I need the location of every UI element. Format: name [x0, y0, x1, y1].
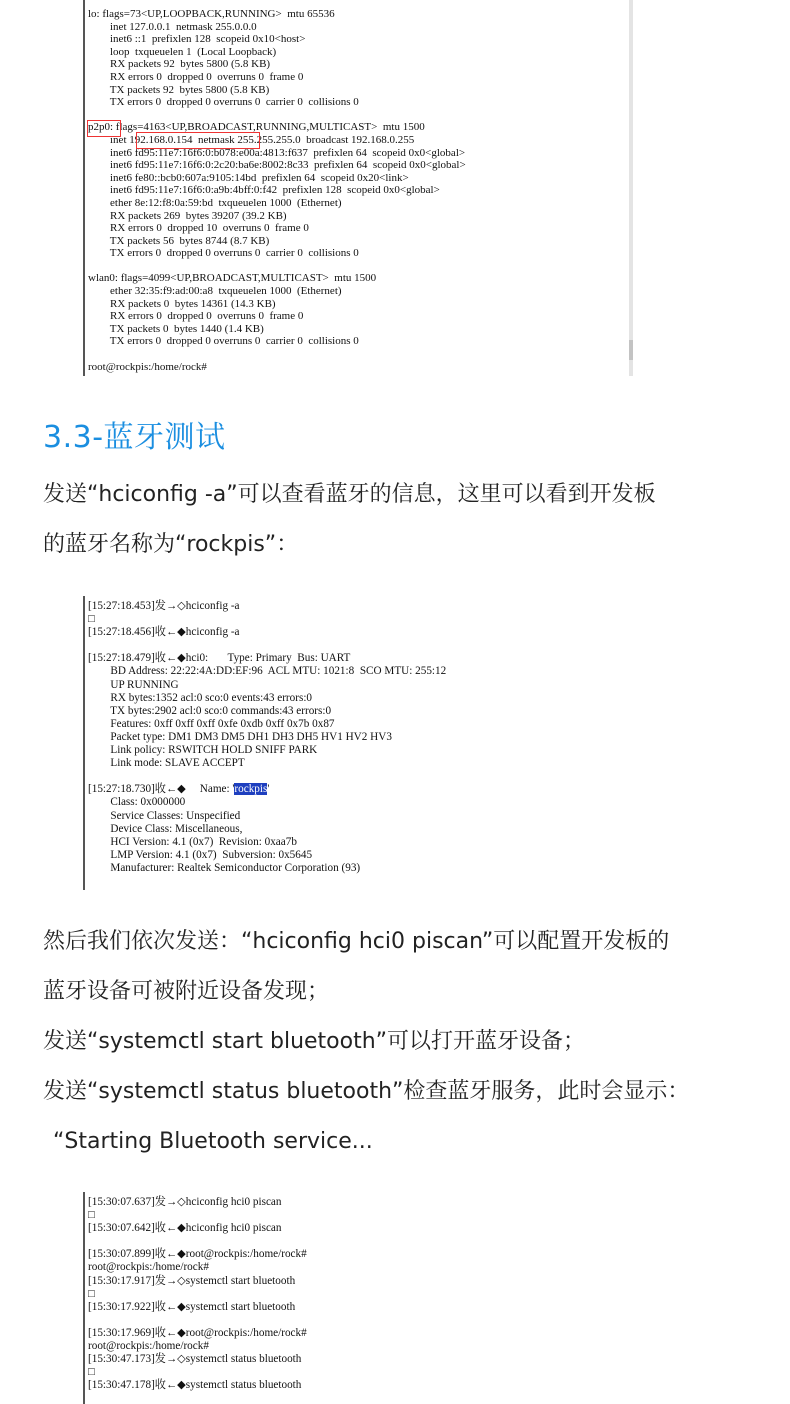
terminal-line: Link mode: SLAVE ACCEPT	[88, 757, 245, 770]
terminal-line: p2p0: flags=4163<UP,BROADCAST,RUNNING,MULTICAST> mtu 1500	[88, 121, 425, 134]
terminal-line: [15:27:18.479]收←◆hci0: Type: Primary Bus: UART	[88, 652, 351, 665]
terminal-line	[88, 348, 633, 361]
name-suffix: '	[267, 783, 270, 796]
terminal-line: UP RUNNING	[88, 678, 179, 691]
terminal-line: inet6 fd95:11e7:16f6:0:a9b:4bff:0:f42 prefixlen 128 scopeid 0x0<global>	[88, 184, 440, 197]
terminal-line: [15:30:17.969]收←◆root@rockpis:/home/rock#	[88, 1326, 307, 1339]
intro-paragraph	[43, 470, 763, 570]
terminal-line: BD Address: 22:22:4A:DD:EF:96 ACL MTU: 1021:8 SCO MTU: 255:12	[88, 665, 447, 678]
terminal-line	[88, 770, 645, 783]
systemctl-terminal-screenshot	[83, 1192, 505, 1404]
terminal-line: TX packets 0 bytes 1440 (1.4 KB)	[88, 322, 264, 335]
terminal-line	[88, 260, 633, 273]
terminal-line: [15:30:07.637]发→◇hciconfig hci0 piscan	[88, 1196, 282, 1208]
terminal-line	[88, 1314, 505, 1327]
terminal-line: RX bytes:1352 acl:0 sco:0 events:43 errors:0	[88, 691, 313, 704]
terminal-line: inet 192.168.0.154 netmask 255.255.255.0 broadcast 192.168.0.255	[88, 133, 415, 146]
paragraph-1-line-1: 然后我们依次发送：“hciconfig hci0 piscan”可以配置开发板的	[43, 929, 670, 954]
terminal-line: HCI Version: 4.1 (0x7) Revision: 0xaa7b	[88, 835, 297, 848]
terminal-line: □	[88, 1209, 95, 1222]
terminal-scrollbar[interactable]	[629, 0, 633, 376]
terminal-output	[85, 1192, 505, 1392]
device-name-line	[88, 783, 645, 796]
terminal-line: ether 32:35:f9:ad:00:a8 txqueuelen 1000 (Ethernet)	[88, 285, 342, 298]
terminal-line: TX errors 0 dropped 0 overruns 0 carrier 0 collisions 0	[88, 335, 359, 348]
terminal-line	[88, 639, 645, 652]
name-prefix: [15:27:18.730]收←◆ Name: '	[88, 783, 235, 796]
terminal-line: Link policy: RSWITCH HOLD SNIFF PARK	[88, 744, 318, 757]
terminal-line: root@rockpis:/home/rock#	[88, 360, 207, 373]
terminal-line: [15:27:18.453]发→◇hciconfig -a	[88, 600, 240, 612]
terminal-line: TX packets 92 bytes 5800 (5.8 KB)	[88, 83, 270, 96]
ifconfig-terminal-screenshot	[83, 0, 633, 376]
terminal-line: Packet type: DM1 DM3 DM5 DH1 DH3 DH5 HV1 HV2 HV3	[88, 730, 392, 743]
terminal-output	[85, 596, 645, 875]
section-heading: 3.3-蓝牙测试	[43, 420, 226, 455]
terminal-line: inet6 fd95:11e7:16f6:0:2c20:ba6e:8002:8c33 prefixlen 64 scopeid 0x0<global>	[88, 159, 466, 172]
terminal-line: lo: flags=73<UP,LOOPBACK,RUNNING> mtu 65536	[88, 8, 335, 20]
terminal-lines-after	[88, 796, 645, 875]
terminal-line: [15:27:18.456]收←◆hciconfig -a	[88, 626, 240, 639]
terminal-line: TX errors 0 dropped 0 overruns 0 carrier 0 collisions 0	[88, 96, 359, 109]
terminal-line: RX packets 0 bytes 14361 (14.3 KB)	[88, 297, 276, 310]
terminal-line: root@rockpis:/home/rock#	[88, 1340, 209, 1353]
terminal-line: RX errors 0 dropped 0 overruns 0 frame 0	[88, 70, 304, 83]
terminal-lines-before	[88, 600, 645, 783]
terminal-line: □	[88, 1287, 95, 1300]
terminal-line: TX packets 56 bytes 8744 (8.7 KB)	[88, 234, 270, 247]
intro-line-1: 发送“hciconfig -a”可以查看蓝牙的信息，这里可以看到开发板	[43, 482, 656, 507]
terminal-line: Class: 0x000000	[88, 796, 186, 809]
paragraph-4: “Starting Bluetooth service...	[53, 1129, 373, 1154]
terminal-line: [15:30:47.173]发→◇systemctl status bluetooth	[88, 1353, 302, 1366]
terminal-line: RX errors 0 dropped 10 overruns 0 frame 0	[88, 222, 309, 235]
body-paragraphs	[43, 917, 763, 1167]
terminal-line: Service Classes: Unspecified	[88, 809, 241, 822]
intro-line-2: 的蓝牙名称为“rockpis”：	[43, 532, 299, 557]
paragraph-3: 发送“systemctl status bluetooth”检查蓝牙服务，此时会显示：	[43, 1079, 690, 1104]
terminal-line: loop txqueuelen 1 (Local Loopback)	[88, 45, 277, 58]
terminal-line: [15:30:17.917]发→◇systemctl start bluetooth	[88, 1274, 296, 1287]
terminal-line: LMP Version: 4.1 (0x7) Subversion: 0x5645	[88, 848, 313, 861]
terminal-line: ether 8e:12:f8:0a:59:bd txqueuelen 1000 (Ethernet)	[88, 196, 342, 209]
ip-address-highlight-box	[136, 132, 260, 149]
terminal-line: Device Class: Miscellaneous,	[88, 822, 243, 835]
terminal-line: [15:30:17.922]收←◆systemctl start bluetooth	[88, 1300, 296, 1313]
paragraph-2: 发送“systemctl start bluetooth”可以打开蓝牙设备；	[43, 1029, 586, 1054]
terminal-line: □	[88, 613, 95, 626]
terminal-line: inet6 fe80::bcb0:607a:9105:14bd prefixlen 64 scopeid 0x20<link>	[88, 171, 409, 184]
device-name-highlight: rockpis	[234, 783, 268, 796]
terminal-line: root@rockpis:/home/rock#	[88, 1261, 209, 1274]
terminal-line: Features: 0xff 0xff 0xff 0xfe 0xdb 0xff 0x7b 0x87	[88, 717, 335, 730]
terminal-line: [15:30:07.642]收←◆hciconfig hci0 piscan	[88, 1222, 282, 1235]
scrollbar-thumb[interactable]	[629, 340, 633, 360]
terminal-line	[88, 1235, 505, 1248]
paragraph-1-line-2: 蓝牙设备可被附近设备发现；	[43, 979, 330, 1004]
terminal-line: □	[88, 1366, 95, 1379]
terminal-line: Manufacturer: Realtek Semiconductor Corporation (93)	[88, 861, 361, 874]
terminal-line: RX packets 269 bytes 39207 (39.2 KB)	[88, 209, 287, 222]
terminal-line: inet6 fd95:11e7:16f6:0:b078:e00a:4813:f637 prefixlen 64 scopeid 0x0<global>	[88, 146, 466, 159]
terminal-line: RX errors 0 dropped 0 overruns 0 frame 0	[88, 310, 304, 323]
terminal-line: inet6 ::1 prefixlen 128 scopeid 0x10<host>	[88, 33, 306, 46]
terminal-line: [15:30:47.178]收←◆systemctl status bluetooth	[88, 1379, 302, 1392]
interface-name-highlight-box	[87, 120, 121, 137]
terminal-line: inet 127.0.0.1 netmask 255.0.0.0	[88, 20, 257, 33]
terminal-line: TX bytes:2902 acl:0 sco:0 commands:43 errors:0	[88, 704, 332, 717]
terminal-output	[85, 0, 633, 373]
terminal-line: [15:30:07.899]收←◆root@rockpis:/home/rock#	[88, 1248, 307, 1261]
terminal-line: wlan0: flags=4099<UP,BROADCAST,MULTICAST> mtu 1500	[88, 272, 377, 285]
terminal-line	[88, 109, 633, 122]
terminal-line: TX errors 0 dropped 0 overruns 0 carrier 0 collisions 0	[88, 247, 359, 260]
terminal-line: RX packets 92 bytes 5800 (5.8 KB)	[88, 58, 271, 71]
hciconfig-terminal-screenshot	[83, 596, 645, 890]
